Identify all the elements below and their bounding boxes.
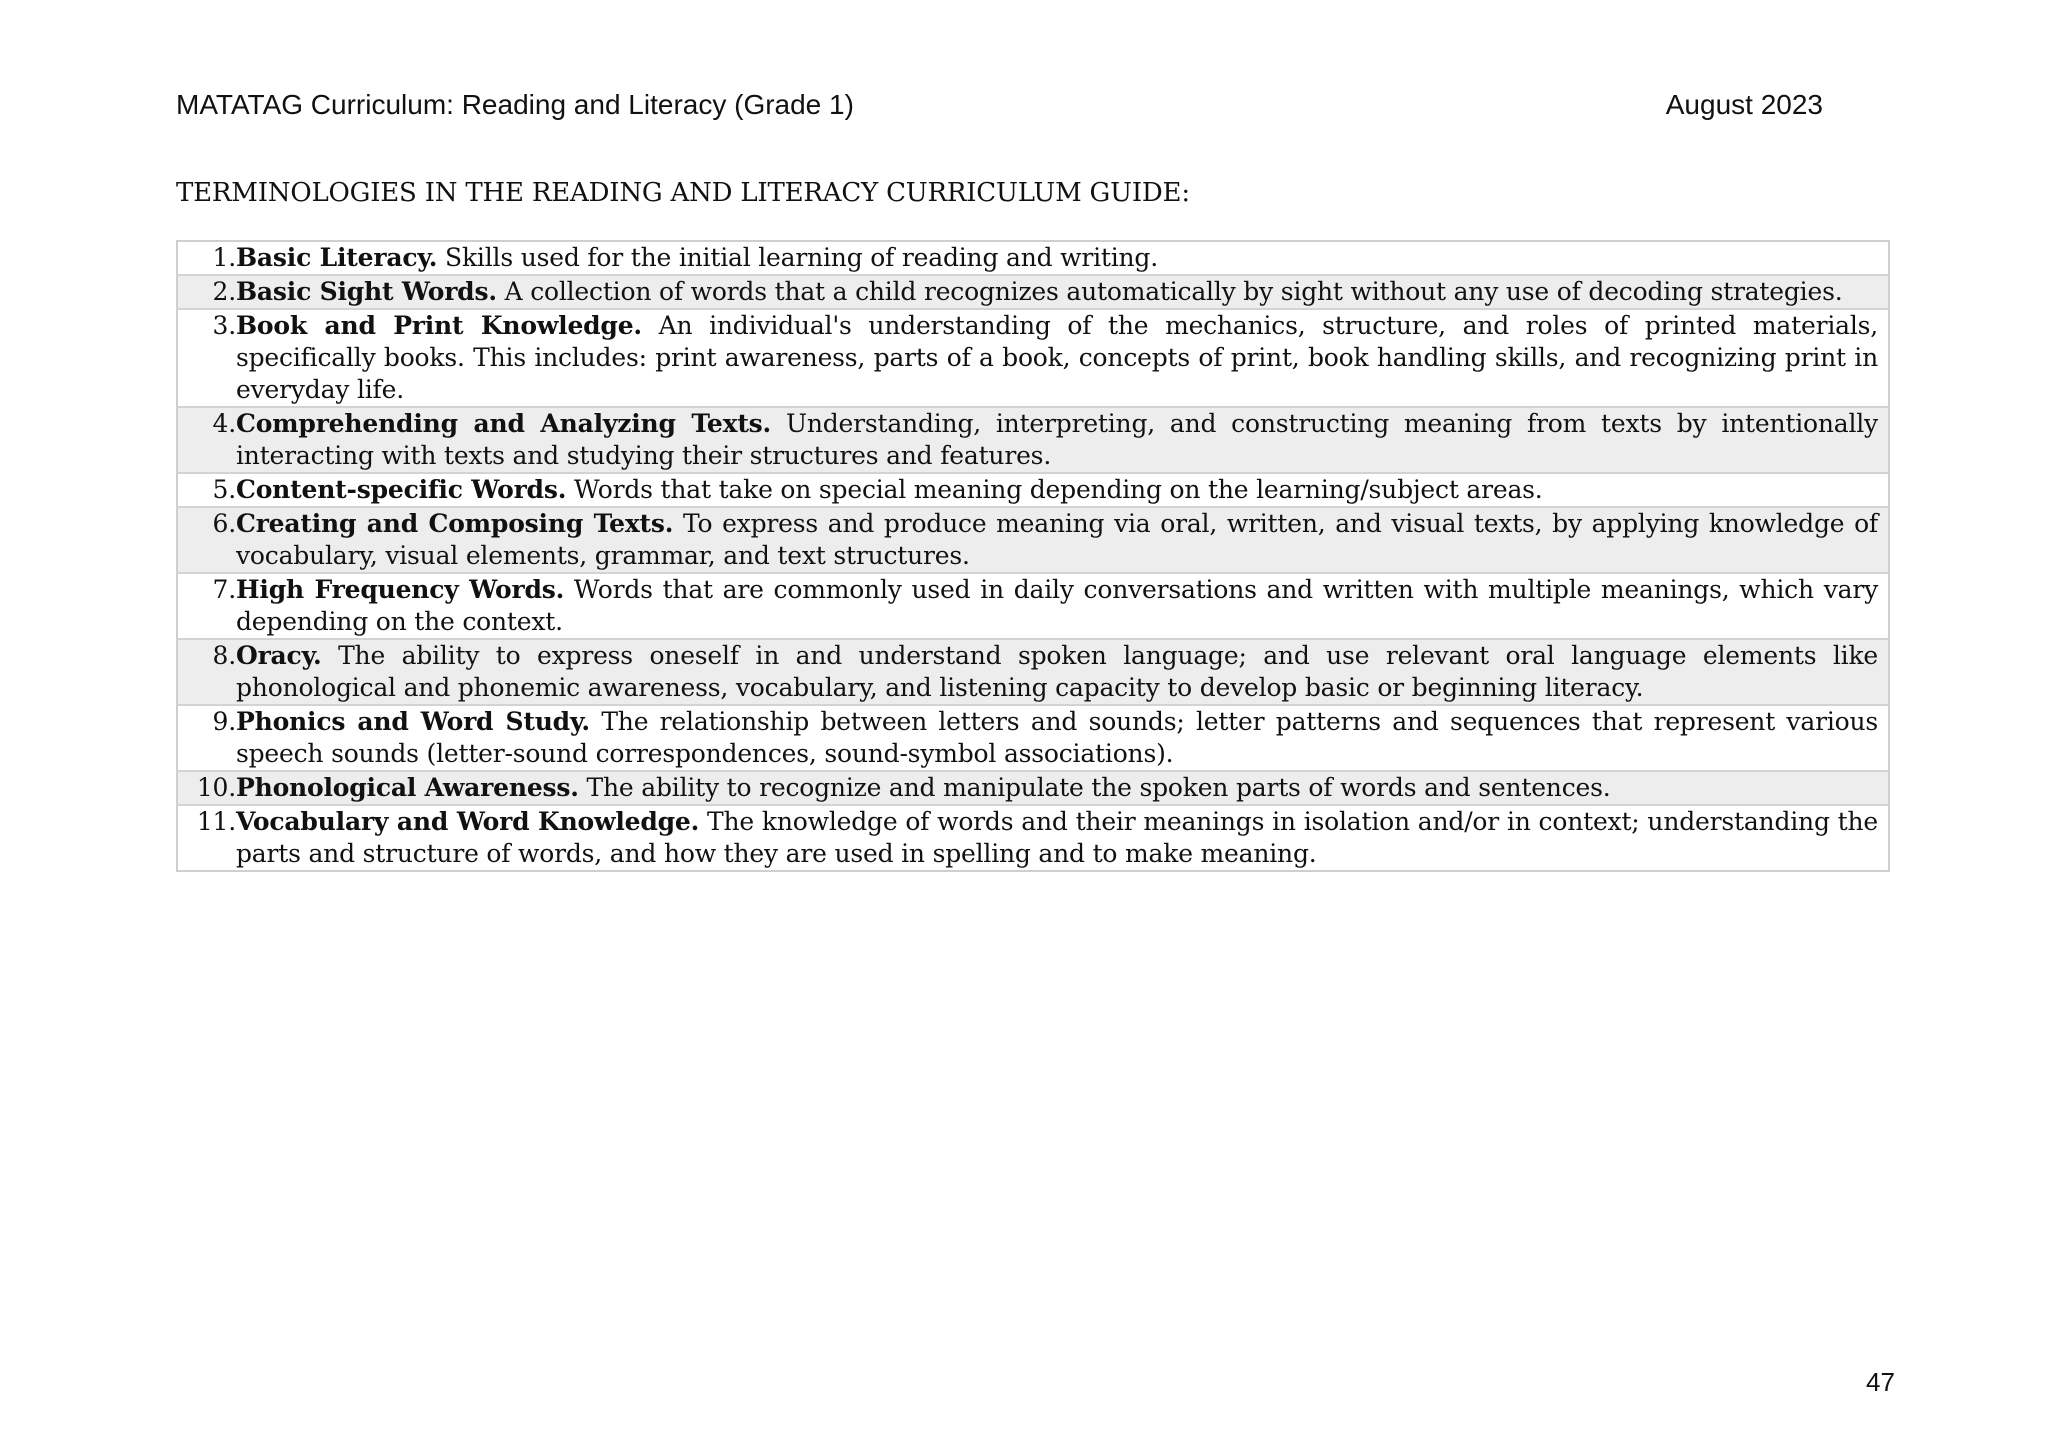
term-body: [236, 242, 1878, 274]
term-row: [178, 474, 1888, 508]
term-body: [236, 474, 1878, 506]
document-date: August 2023: [1665, 89, 1823, 120]
term-name: Phonological Awareness.: [236, 773, 579, 802]
term-number: 4.: [212, 409, 236, 438]
term-definition: The knowledge of words and their meanings in isolation and/or in context; understanding the parts and structure of words, and how they are used in spelling and to make meaning.: [236, 807, 1878, 868]
term-row: [178, 310, 1888, 408]
term-body: [236, 772, 1878, 804]
term-definition: Skills used for the initial learning of reading and writing.: [437, 243, 1158, 272]
terminology-table: [176, 240, 1890, 872]
term-definition: The relationship between letters and sounds; letter patterns and sequences that represent various speech sounds (letter-sound correspondences, sound-symbol associations).: [236, 707, 1878, 768]
term-number: 11.: [196, 807, 236, 836]
term-name: Creating and Composing Texts.: [236, 509, 674, 538]
term-definition: An individual's understanding of the mechanics, structure, and roles of printed materials, specifically books. This includes: print awareness, parts of a book, concepts of print, book handling skills, and recognizing print in everyday life.: [236, 311, 1878, 404]
term-name: Comprehending and Analyzing Texts.: [236, 409, 772, 438]
term-definition: The ability to recognize and manipulate the spoken parts of words and sentences.: [578, 773, 1611, 802]
term-number: 5.: [212, 475, 236, 504]
term-body: [236, 276, 1878, 308]
term-body: [236, 706, 1878, 770]
term-number: 1.: [212, 243, 236, 272]
page-header: [176, 88, 1823, 122]
term-number: 6.: [212, 509, 236, 538]
document-title: MATATAG Curriculum: Reading and Literacy (Grade 1): [176, 89, 854, 120]
term-name: Oracy.: [236, 641, 322, 670]
term-number: 8.: [212, 641, 236, 670]
term-name: Basic Literacy.: [236, 243, 438, 272]
term-definition: Words that are commonly used in daily conversations and written with multiple meanings, which vary depending on the context.: [236, 575, 1878, 636]
term-row: [178, 508, 1888, 574]
term-name: High Frequency Words.: [236, 575, 565, 604]
term-row: [178, 806, 1888, 870]
term-row: [178, 640, 1888, 706]
term-row: [178, 772, 1888, 806]
term-number: 7.: [212, 575, 236, 604]
term-definition: Words that take on special meaning depending on the learning/subject areas.: [566, 475, 1543, 504]
term-definition: The ability to express oneself in and understand spoken language; and use relevant oral language elements like phonological and phonemic awareness, vocabulary, and listening capacity to develop basic or beginning literacy.: [236, 641, 1878, 702]
term-row: [178, 706, 1888, 772]
term-body: [236, 408, 1878, 472]
term-number: 10.: [196, 773, 236, 802]
term-name: Book and Print Knowledge.: [236, 311, 642, 340]
term-name: Content-specific Words.: [236, 475, 567, 504]
page-number: 47: [1866, 1367, 1895, 1397]
term-name: Basic Sight Words.: [236, 277, 497, 306]
term-row: [178, 574, 1888, 640]
term-body: [236, 640, 1878, 704]
term-number: 3.: [212, 311, 236, 340]
term-name: Phonics and Word Study.: [236, 707, 590, 736]
term-body: [236, 310, 1878, 406]
term-definition: To express and produce meaning via oral, written, and visual texts, by applying knowledge of vocabulary, visual elements, grammar, and text structures.: [236, 509, 1878, 570]
term-definition: A collection of words that a child recognizes automatically by sight without any use of decoding strategies.: [496, 277, 1843, 306]
section-heading: TERMINOLOGIES IN THE READING AND LITERACY CURRICULUM GUIDE:: [176, 178, 1190, 208]
term-row: [178, 408, 1888, 474]
term-body: [236, 574, 1878, 638]
term-body: [236, 508, 1878, 572]
term-body: [236, 806, 1878, 870]
term-name: Vocabulary and Word Knowledge.: [236, 807, 700, 836]
term-number: 2.: [212, 277, 236, 306]
term-number: 9.: [212, 707, 236, 736]
term-row: [178, 276, 1888, 310]
term-definition: Understanding, interpreting, and constructing meaning from texts by intentionally interacting with texts and studying their structures and features.: [236, 409, 1878, 470]
term-row: [178, 242, 1888, 276]
